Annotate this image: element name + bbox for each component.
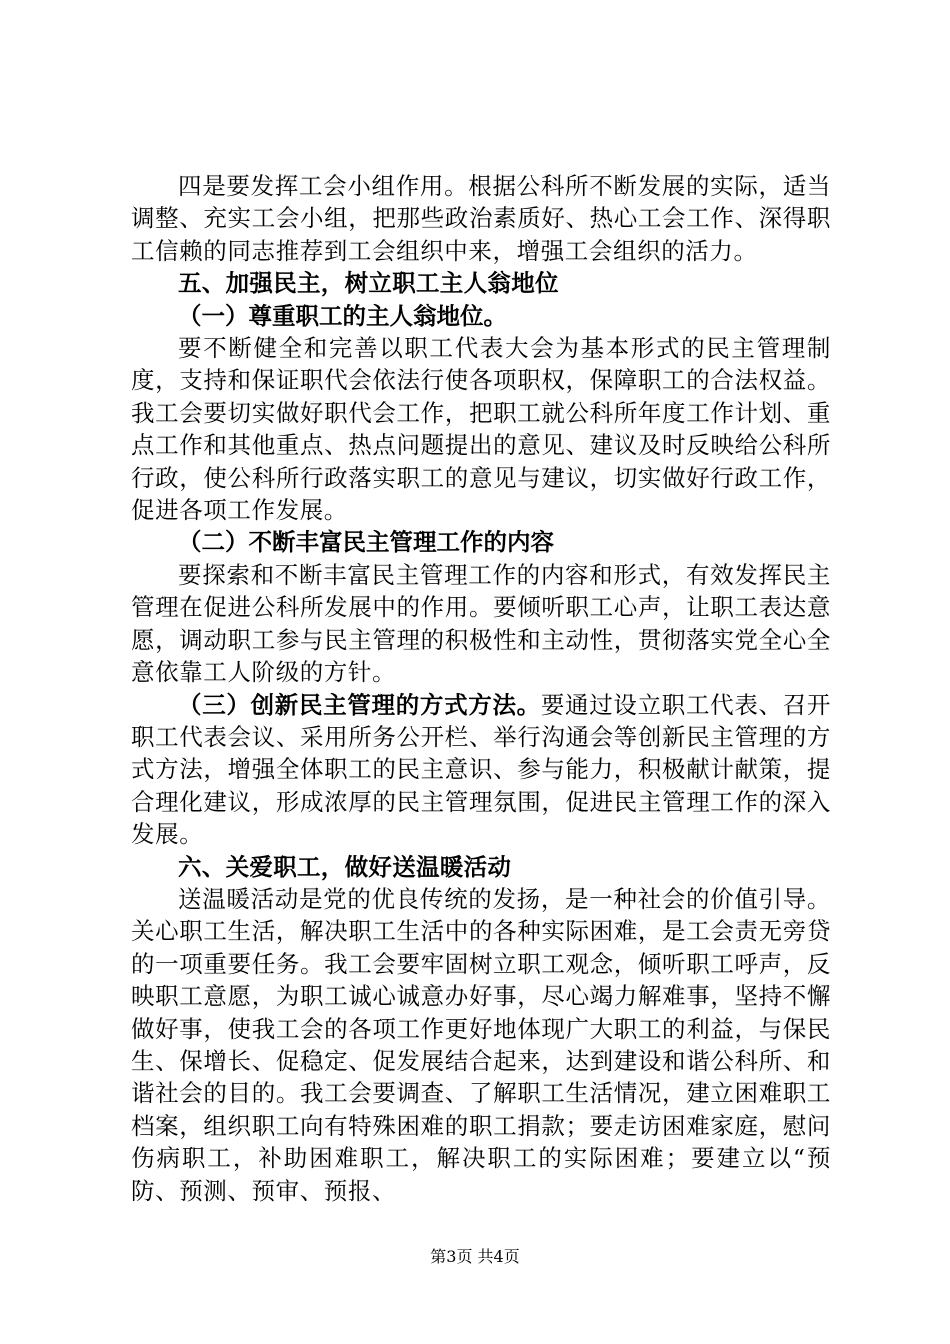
paragraph-union-groups: 四是要发挥工会小组作用。根据公科所不断发展的实际，适当调整、充实工会小组，把那些政治素质好、热心工会工作、深得职工信赖的同志推荐到工会组织中来，增强工会组织的活力。: [131, 172, 831, 265]
subsection-heading-5-3: （三）创新民主管理的方式方法。: [178, 690, 541, 719]
page-number-footer: 第3页 共4页: [430, 1247, 520, 1266]
section-heading-5: 五、加强民主，树立职工主人翁地位: [178, 269, 559, 298]
paragraph-enrich-content: 要探索和不断丰富民主管理工作的内容和形式，有效发挥民主管理在促进公科所发展中的作用。要倾听职工心声，让职工表达意愿，调动职工参与民主管理的积极性和主动性，贯彻落实党全心全意依靠工人阶级的方针。: [131, 560, 831, 687]
paragraph-innovate-methods-text: 要通过设立职工代表、召开职工代表会议、采用所务公开栏、举行沟通会等创新民主管理的方式方法，增强全体职工的民主意识、参与能力，积极献计献策，提合理化建议，形成浓厚的民主管理氛围，促进民主管理工作的深入发展。: [131, 690, 831, 849]
paragraph-warmth-activities: 送温暖活动是党的优良传统的发扬，是一种社会的价值引导。关心职工生活，解决职工生活中的各种实际困难，是工会责无旁贷的一项重要任务。我工会要牢固树立职工观念，倾听职工呼声，反映职工意愿，为职工诚心诚意办好事，尽心竭力解难事，坚持不懈做好事，使我工会的各项工作更好地体现广大职工的利益，与保民生、保增长、促稳定、促发展结合起来，达到建设和谐公科所、和谐社会的目的。我工会要调查、了解职工生活情况，建立困难职工档案，组织职工向有特殊困难的职工捐款；要走访困难家庭，慰问伤病职工，补助困难职工，解决职工的实际困难；要建立以“预防、预测、预审、预报、: [131, 884, 831, 1205]
document-body: [131, 170, 831, 1207]
paragraph-democratic-management: 要不断健全和完善以职工代表大会为基本形式的民主管理制度，支持和保证职代会依法行使各项职权，保障职工的合法权益。我工会要切实做好职代会工作，把职工就公科所年度工作计划、重点工作和其他重点、热点问题提出的意见、建议及时反映给公科所行政，使公科所行政落实职工的意见与建议，切实做好行政工作，促进各项工作发展。: [131, 334, 831, 525]
paragraph-innovate-methods: [131, 689, 831, 851]
section-heading-6: 六、关爱职工，做好送温暖活动: [178, 852, 512, 881]
subsection-heading-5-2: （二）不断丰富民主管理工作的内容: [178, 528, 554, 557]
subsection-heading-5-1: （一）尊重职工的主人翁地位。: [178, 301, 507, 330]
